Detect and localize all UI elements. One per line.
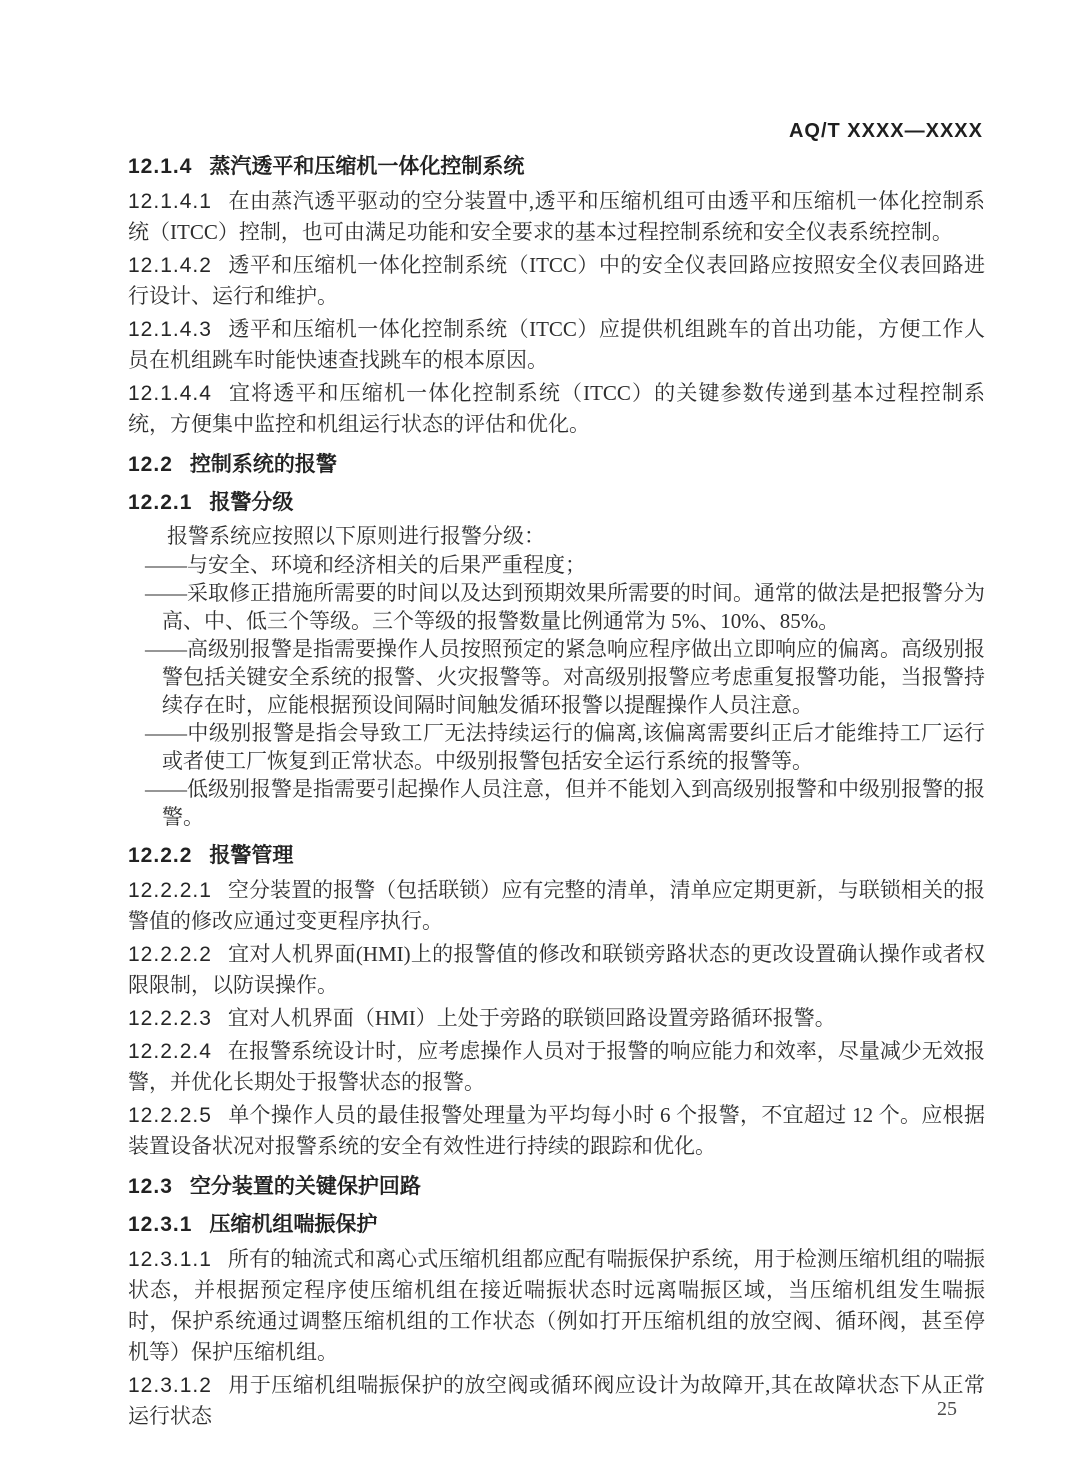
clause-number: 12.2.2.5 <box>128 1104 212 1127</box>
section-heading: 12.2 控制系统的报警 <box>128 453 337 476</box>
dash-list-item: ——低级别报警是指需要引起操作人员注意，但并不能划入到高级别报警和中级别报警的报警。 <box>145 777 985 829</box>
document-page <box>128 0 985 1432</box>
clause-paragraph: 12.2.2.1 空分装置的报警（包括联锁）应有完整的清单，清单应定期更新，与联锁相关的报警值的修改应通过变更程序执行。 <box>128 878 985 933</box>
section-number: 12.3 <box>128 1175 173 1198</box>
clause-paragraph: 12.1.4.2 透平和压缩机一体化控制系统（ITCC）中的安全仪表回路应按照安全仪表回路进行设计、运行和维护。 <box>128 253 985 308</box>
clause-number: 12.2.2.4 <box>128 1040 212 1063</box>
clause-paragraph: 12.2.2.3 宜对人机界面（HMI）上处于旁路的联锁回路设置旁路循环报警。 <box>128 1006 836 1030</box>
clause-paragraph: 12.1.4.3 透平和压缩机一体化控制系统（ITCC）应提供机组跳车的首出功能，方便工作人员在机组跳车时能快速查找跳车的根本原因。 <box>128 317 985 372</box>
section-heading: 12.3 空分装置的关键保护回路 <box>128 1175 421 1198</box>
section-number: 12.1.4 <box>128 155 193 178</box>
section-number: 12.2.1 <box>128 491 193 514</box>
clause-number: 12.1.4.2 <box>128 254 212 277</box>
section-heading: 12.1.4 蒸汽透平和压缩机一体化控制系统 <box>128 155 525 178</box>
section-heading: 12.2.2 报警管理 <box>128 844 294 867</box>
clause-number: 12.3.1.1 <box>128 1248 212 1271</box>
section-number: 12.3.1 <box>128 1213 193 1236</box>
section-heading: 12.2.1 报警分级 <box>128 491 294 514</box>
clause-paragraph: 12.3.1.1 所有的轴流式和离心式压缩机组都应配有喘振保护系统，用于检测压缩机组的喘振状态，并根据预定程序使压缩机组在接近喘振状态时远离喘振区域，当压缩机组发生喘振时，保护系统通过调整压缩机组的工作状态（例如打开压缩机组的放空阀、循环阀，甚至停机等）保护压缩机组。 <box>128 1247 985 1364</box>
clause-number: 12.1.4.4 <box>128 382 212 405</box>
dash-list-item: ——与安全、环境和经济相关的后果严重程度； <box>145 553 586 577</box>
dash-list-item: ——高级别报警是指需要操作人员按照预定的紧急响应程序做出立即响应的偏离。高级别报警包括关键安全系统的报警、火灾报警等。对高级别报警应考虑重复报警功能，当报警持续存在时，应能根据预设间隔时间触发循环报警以提醒操作人员注意。 <box>145 637 985 717</box>
page-number: 25 <box>937 1398 957 1420</box>
clause-paragraph: 12.1.4.1 在由蒸汽透平驱动的空分装置中,透平和压缩机组可由透平和压缩机一体化控制系统（ITCC）控制，也可由满足功能和安全要求的基本过程控制系统和安全仪表系统控制。 <box>128 189 985 244</box>
clause-paragraph: 12.3.1.2 用于压缩机组喘振保护的放空阀或循环阀应设计为故障开,其在故障状态下从正常运行状态 <box>128 1373 985 1428</box>
clause-paragraph: 12.2.2.5 单个操作人员的最佳报警处理量为平均每小时 6 个报警，不宜超过 12 个。应根据装置设备状况对报警系统的安全有效性进行持续的跟踪和优化。 <box>128 1103 985 1158</box>
section-number: 12.2 <box>128 453 173 476</box>
document-body <box>128 154 985 1432</box>
section-heading: 12.3.1 压缩机组喘振保护 <box>128 1213 378 1236</box>
dash-list-item: ——采取修正措施所需要的时间以及达到预期效果所需要的时间。通常的做法是把报警分为高、中、低三个等级。三个等级的报警数量比例通常为 5%、10%、85%。 <box>145 581 985 633</box>
clause-number: 12.2.2.1 <box>128 879 212 902</box>
clause-number: 12.2.2.2 <box>128 943 212 966</box>
section-number: 12.2.2 <box>128 844 193 867</box>
clause-number: 12.3.1.2 <box>128 1374 212 1397</box>
header-standard-number: AQ/T XXXX—XXXX <box>788 120 983 142</box>
list-intro: 报警系统应按照以下原则进行报警分级： <box>167 524 545 548</box>
clause-number: 12.1.4.1 <box>128 190 212 213</box>
clause-paragraph: 12.2.2.2 宜对人机界面(HMI)上的报警值的修改和联锁旁路状态的更改设置确认操作或者权限限制，以防误操作。 <box>128 942 985 997</box>
dash-list-item: ——中级别报警是指会导致工厂无法持续运行的偏离,该偏离需要纠正后才能维持工厂运行或者使工厂恢复到正常状态。中级别报警包括安全运行系统的报警等。 <box>145 721 985 773</box>
clause-paragraph: 12.2.2.4 在报警系统设计时，应考虑操作人员对于报警的响应能力和效率，尽量减少无效报警，并优化长期处于报警状态的报警。 <box>128 1039 985 1094</box>
clause-number: 12.1.4.3 <box>128 318 212 341</box>
clause-paragraph: 12.1.4.4 宜将透平和压缩机一体化控制系统（ITCC）的关键参数传递到基本过程控制系统，方便集中监控和机组运行状态的评估和优化。 <box>128 381 985 436</box>
clause-number: 12.2.2.3 <box>128 1007 212 1030</box>
